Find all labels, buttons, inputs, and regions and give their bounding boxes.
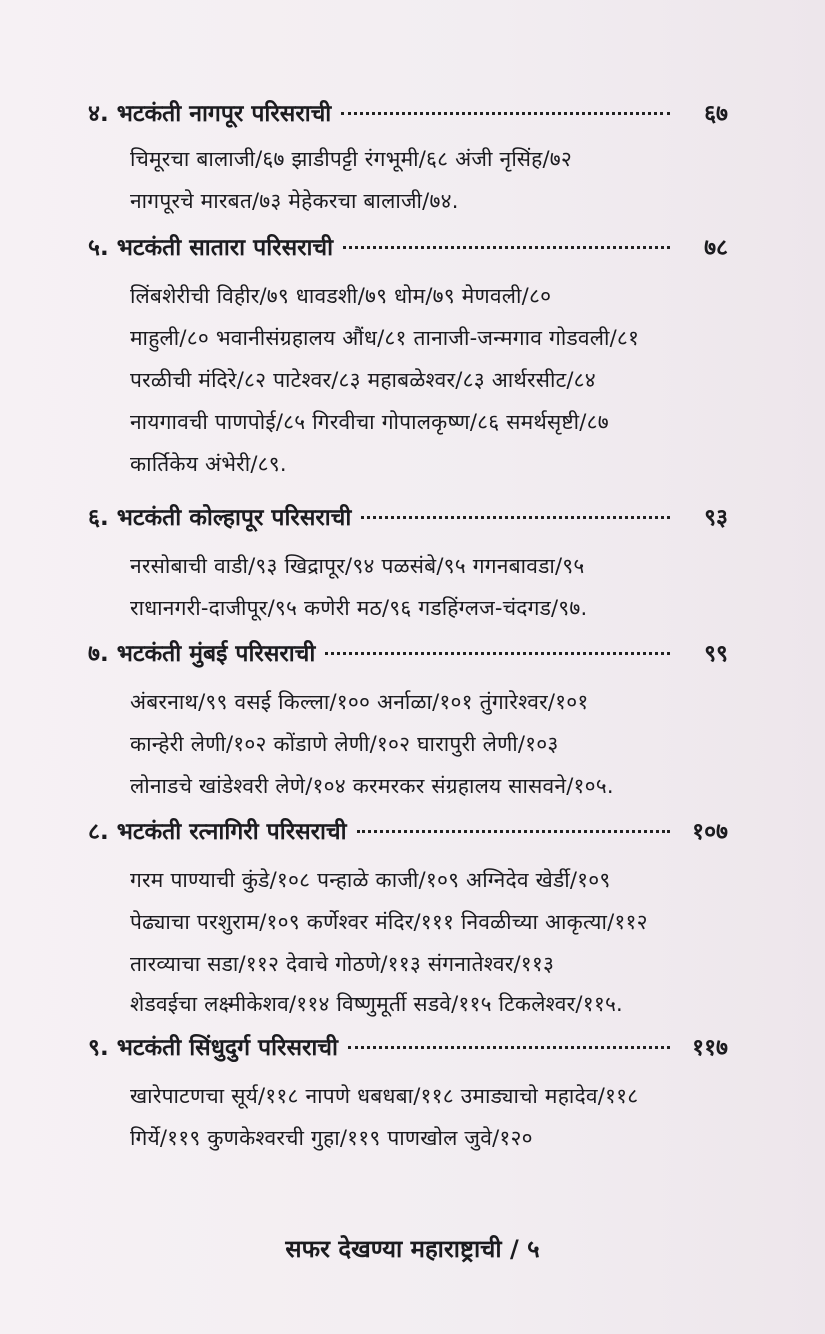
toc-section-heading xyxy=(88,1030,728,1070)
toc-entry-line: गिर्ये/११९ कुणकेश्वरची गुहा/११९ पाणखोल जुवे/१२० xyxy=(130,1126,533,1150)
section-page-number: ९९ xyxy=(704,641,728,667)
toc-section-heading xyxy=(88,230,728,270)
section-title: भटकंती सिंधुदुर्ग परिसराची xyxy=(116,1035,338,1061)
toc-entry-line: नागपूरचे मारबत/७३ मेहेकरचा बालाजी/७४. xyxy=(130,189,459,213)
toc-entry-line: लिंबशेरीची विहीर/७९ धावडशी/७९ धोम/७९ मेणवली/८० xyxy=(130,284,552,308)
section-page-number: ७८ xyxy=(704,235,728,261)
page-footer: सफर देखण्या महाराष्ट्राची / ५ xyxy=(285,1235,540,1263)
section-number: ४. xyxy=(88,101,109,127)
section-number: ९. xyxy=(88,1035,109,1061)
section-number: ८. xyxy=(88,819,109,845)
section-page-number: १०७ xyxy=(692,819,728,845)
section-number: ७. xyxy=(88,641,109,667)
toc-entry-line: परळीची मंदिरे/८२ पाटेश्वर/८३ महाबळेश्वर/८३ आर्थरसीट/८४ xyxy=(130,368,596,392)
toc-section-heading xyxy=(88,500,728,540)
dot-leader xyxy=(361,516,670,519)
toc-section-heading xyxy=(88,636,728,676)
toc-entry-line: शेडवईचा लक्ष्मीकेशव/११४ विष्णुमूर्ती सडवे/११५ टिकलेश्वर/११५. xyxy=(130,992,623,1016)
toc-entry-line: कार्तिकेय अंभेरी/८९. xyxy=(130,452,287,476)
toc-entry-line: अंबरनाथ/९९ वसई किल्ला/१०० अर्नाळा/१०१ तुंगारेश्वर/१०१ xyxy=(130,690,589,714)
toc-entry-line: राधानगरी-दाजीपूर/९५ कणेरी मठ/९६ गडहिंग्लज-चंदगड/९७. xyxy=(130,596,588,620)
section-title: भटकंती रत्नागिरी परिसराची xyxy=(116,819,347,845)
dot-leader xyxy=(341,112,670,115)
dot-leader xyxy=(348,1046,670,1049)
section-number: ५. xyxy=(88,235,109,261)
toc-entry-line: माहुली/८० भवानीसंग्रहालय औंध/८१ तानाजी-जन्मगाव गोडवली/८१ xyxy=(130,326,640,350)
section-page-number: ११७ xyxy=(692,1035,728,1061)
toc-entry-line: पेढ्याचा परशुराम/१०९ कर्णेश्वर मंदिर/१११ निवळीच्या आकृत्या/११२ xyxy=(130,910,648,934)
toc-entry-line: चिमूरचा बालाजी/६७ झाडीपट्टी रंगभूमी/६८ अंजी नृसिंह/७२ xyxy=(130,147,573,171)
dot-leader xyxy=(325,652,670,655)
toc-entry-line: कान्हेरी लेणी/१०२ कोंडाणे लेणी/१०२ घारापुरी लेणी/१०३ xyxy=(130,732,559,756)
toc-section-heading xyxy=(88,96,728,136)
section-title: भटकंती मुंबई परिसराची xyxy=(116,641,316,667)
toc-section-heading xyxy=(88,814,728,854)
section-page-number: ६७ xyxy=(704,101,728,127)
section-title: भटकंती नागपूर परिसराची xyxy=(116,101,332,127)
toc-entry-line: तारव्याचा सडा/११२ देवाचे गोठणे/११३ संगनातेश्वर/११३ xyxy=(130,952,555,976)
section-title: भटकंती कोल्हापूर परिसराची xyxy=(116,505,352,531)
toc-entry-line: लोनाडचे खांडेश्वरी लेणे/१०४ करमरकर संग्रहालय सासवने/१०५. xyxy=(130,774,614,798)
toc-entry-line: खारेपाटणचा सूर्य/११८ नापणे धबधबा/११८ उमाड्याचो महादेव/११८ xyxy=(130,1084,639,1108)
toc-entry-line: नायगावची पाणपोई/८५ गिरवीचा गोपालकृष्ण/८६ समर्थसृष्टी/८७ xyxy=(130,410,609,434)
section-title: भटकंती सातारा परिसराची xyxy=(116,235,334,261)
dot-leader xyxy=(343,246,670,249)
section-number: ६. xyxy=(88,505,109,531)
toc-entry-line: गरम पाण्याची कुंडे/१०८ पन्हाळे काजी/१०९ अग्निदेव खेर्डी/१०९ xyxy=(130,868,611,892)
section-page-number: ९३ xyxy=(704,505,728,531)
toc-entry-line: नरसोबाची वाडी/९३ खिद्रापूर/९४ पळसंबे/९५ गगनबावडा/९५ xyxy=(130,554,585,578)
dot-leader xyxy=(357,830,670,833)
